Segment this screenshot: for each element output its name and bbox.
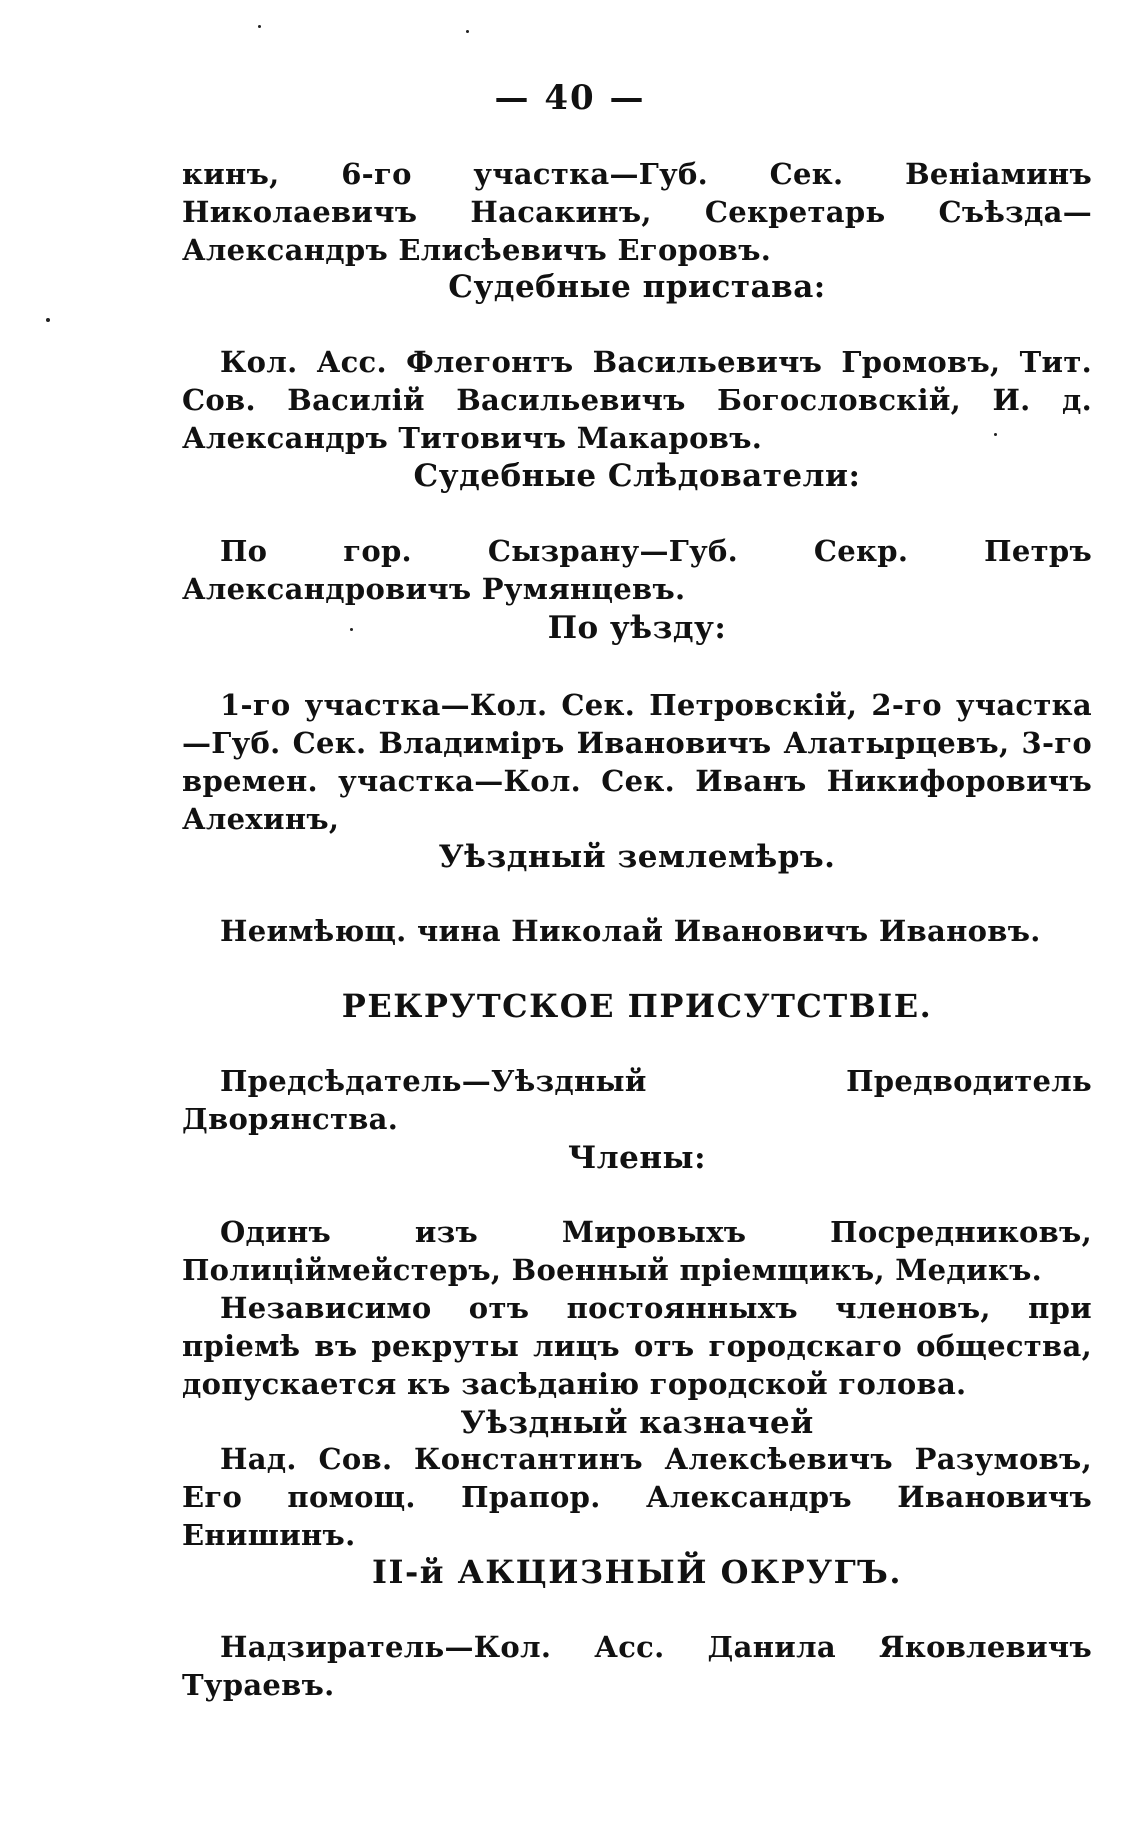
excise-heading: II-й АКЦИЗНЫЙ ОКРУГЪ.	[372, 1553, 902, 1591]
recruit-heading: РЕКРУТСКОЕ ПРИСУТСТВІЕ.	[341, 987, 933, 1025]
intro-paragraph: кинъ, 6-го участка—Губ. Сек. Веніаминъ Николаевичъ Насакинъ, Секретарь Съѣзда—Александръ Елисѣевичъ Егоровъ.	[182, 157, 1092, 267]
district-heading: По уѣзду:	[547, 610, 727, 646]
scan-speck	[46, 318, 50, 322]
investigators-heading: Судебные Слѣдователи:	[413, 458, 861, 494]
scan-speck	[258, 25, 261, 28]
excise-paragraph: Надзиратель—Кол. Асс. Данила Яковлевичъ Тураевъ.	[182, 1630, 1092, 1702]
surveyor-heading: Уѣздный землемѣръ.	[438, 839, 836, 875]
scan-speck	[350, 628, 353, 631]
investigators-paragraph: По гор. Сызрану—Губ. Секр. Петръ Александровичъ Румянцевъ.	[182, 534, 1092, 606]
surveyor-paragraph: Неимѣющ. чина Николай Ивановичъ Ивановъ.	[220, 914, 1041, 948]
treasurer-heading: Уѣздный казначей	[460, 1405, 814, 1441]
members-note-paragraph: Независимо отъ постоянныхъ членовъ, при пріемѣ въ рекруты лицъ отъ городскаго общества, допускается къ засѣданію городской голова.	[182, 1291, 1092, 1401]
members-paragraph: Одинъ изъ Мировыхъ Посредниковъ, Полиціймейстеръ, Военный пріемщикъ, Медикъ.	[182, 1215, 1092, 1287]
treasurer-paragraph: Над. Сов. Константинъ Алексѣевичъ Разумовъ, Его помощ. Прапор. Александръ Ивановичъ Енишинъ.	[182, 1442, 1092, 1552]
page-number: — 40 —	[494, 78, 646, 118]
recruit-chair-paragraph: Предсѣдатель—Уѣздный Предводитель Дворянства.	[182, 1064, 1092, 1136]
scan-speck	[994, 433, 997, 436]
scan-speck	[466, 30, 469, 33]
members-heading: Члены:	[567, 1140, 707, 1176]
bailiffs-paragraph: Кол. Асс. Флегонтъ Васильевичъ Громовъ, Тит. Сов. Василій Васильевичъ Богословскій, И. д. Александръ Титовичъ Макаровъ.	[182, 345, 1092, 455]
bailiffs-heading: Судебные пристава:	[448, 269, 826, 305]
district-paragraph: 1-го участка—Кол. Сек. Петровскій, 2-го участка—Губ. Сек. Владиміръ Ивановичъ Алатырцевъ, 3-го времен. участка—Кол. Сек. Иванъ Никифоровичъ Алехинъ,	[182, 688, 1092, 836]
